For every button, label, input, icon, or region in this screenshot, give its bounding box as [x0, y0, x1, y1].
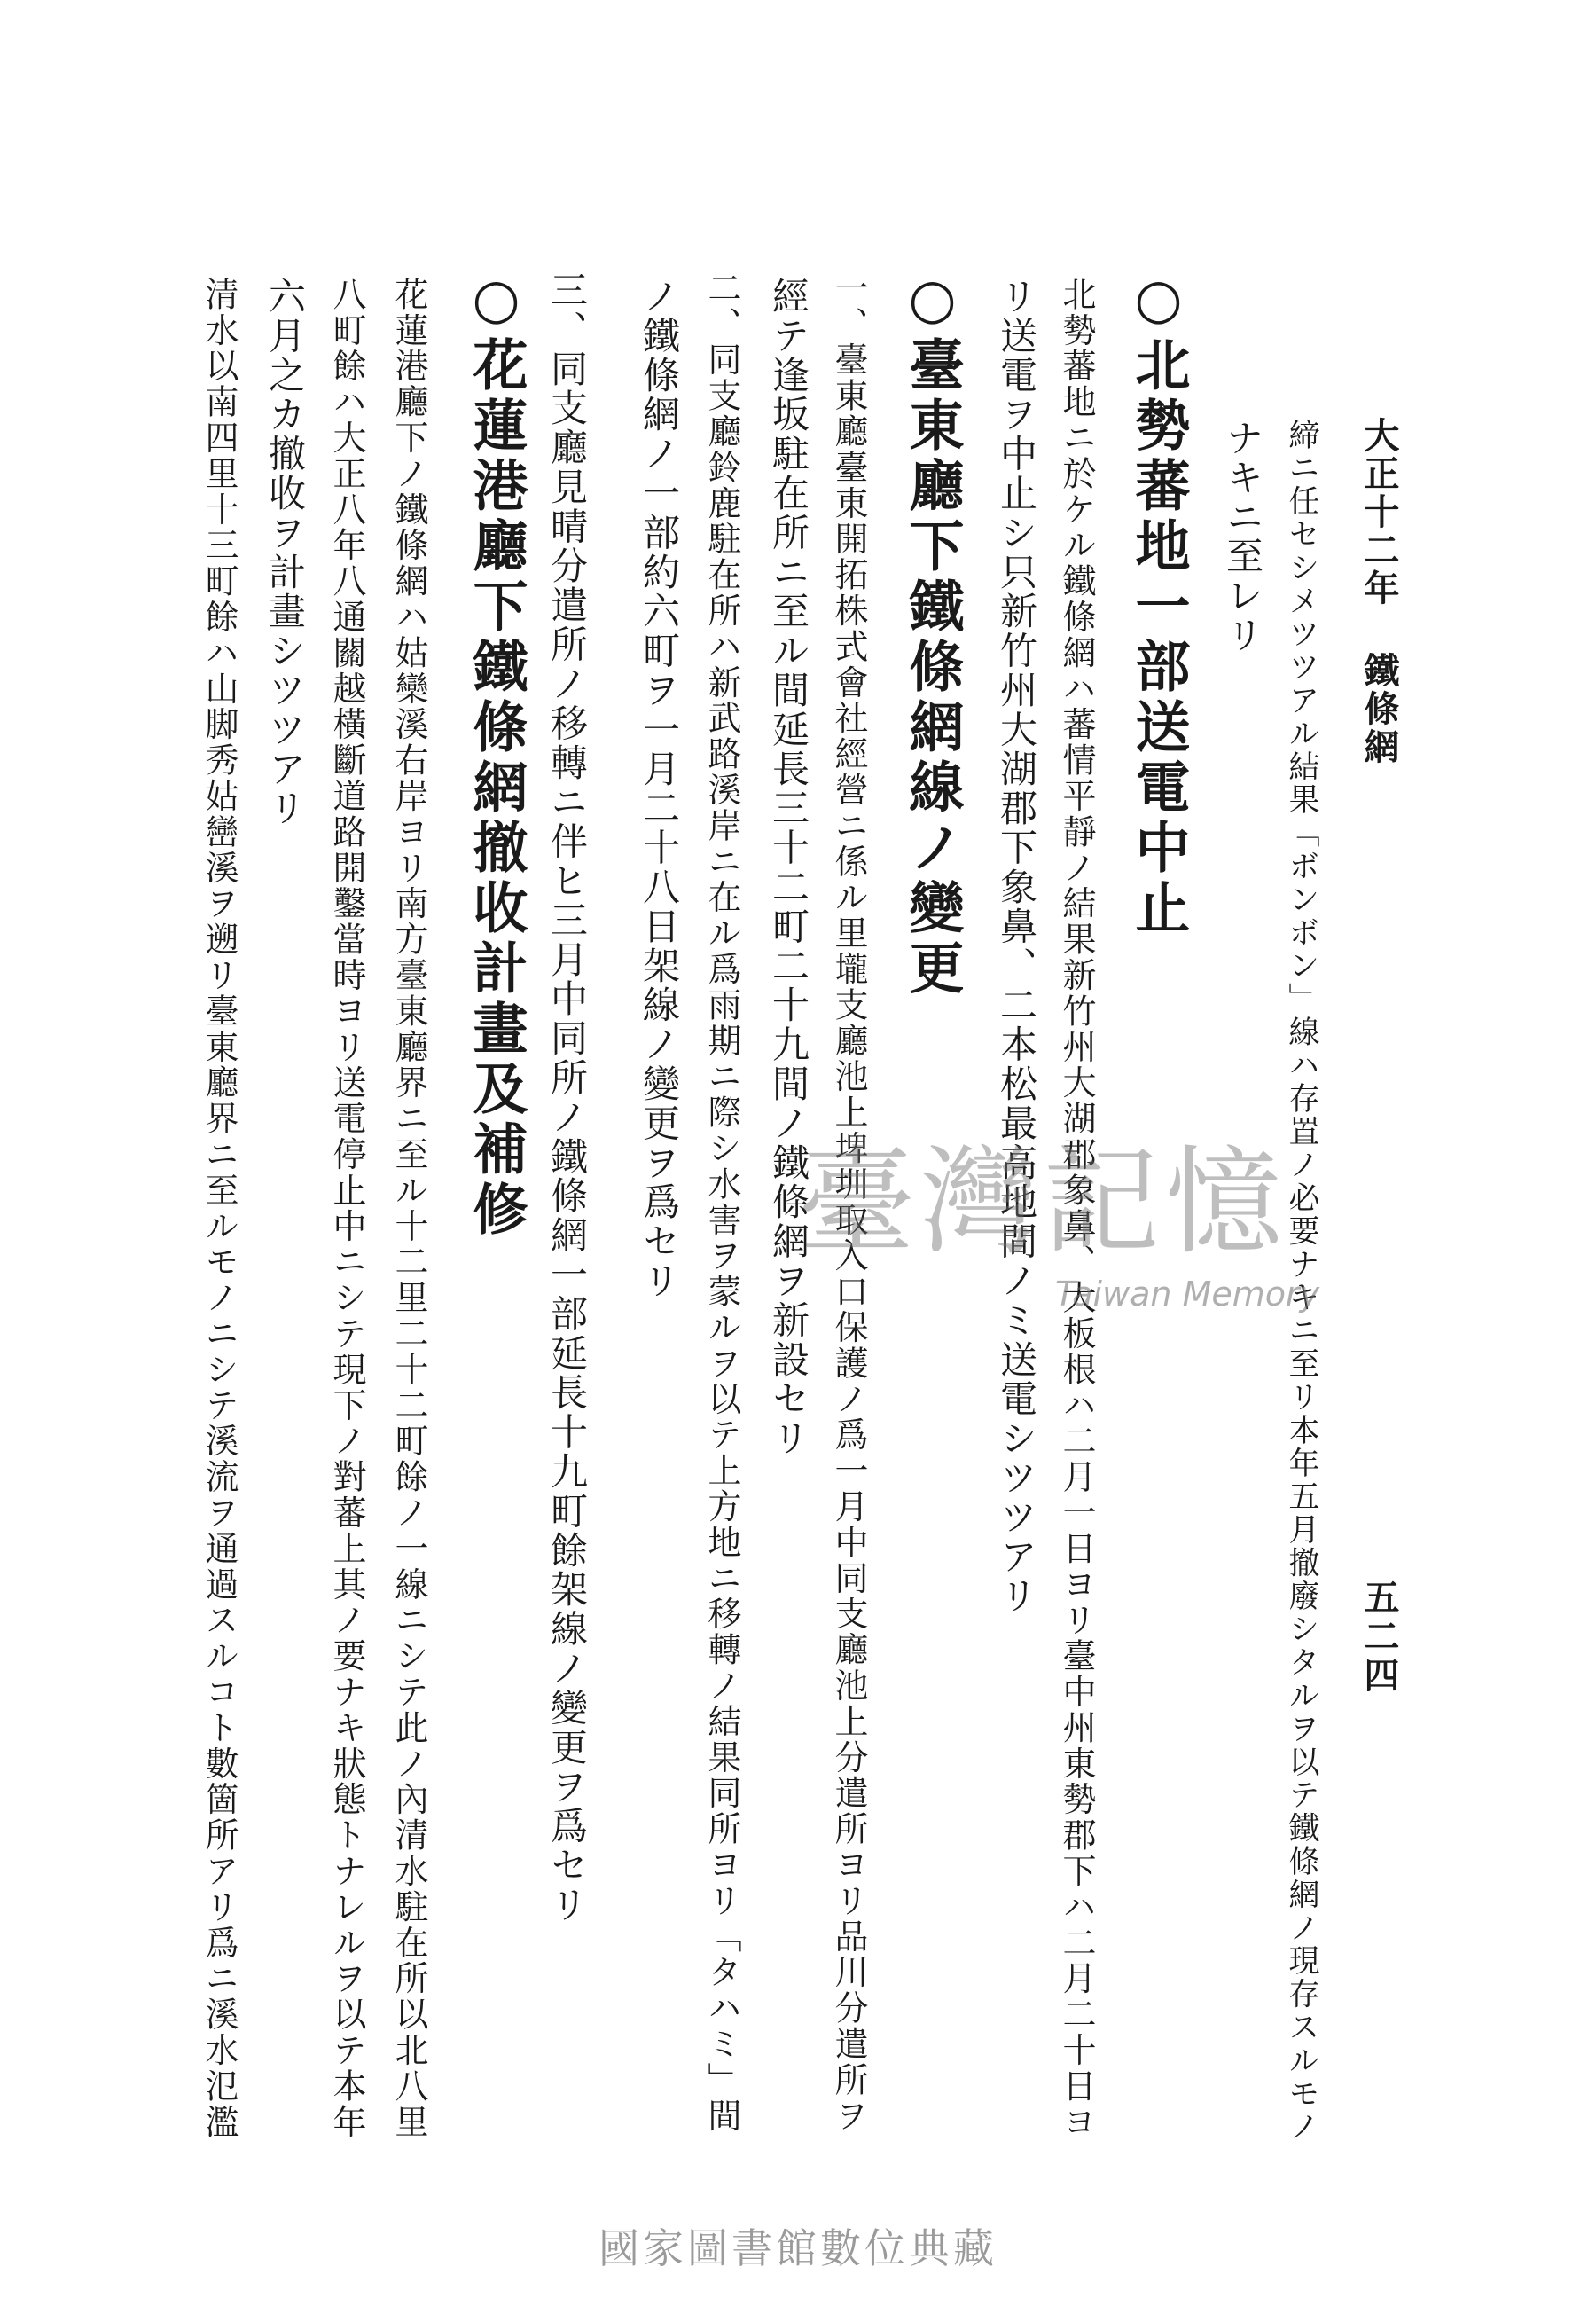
watermark-subtitle: Taiwan Memory [1055, 1275, 1320, 1314]
text-column: 花蓮港廳下ノ鐵條網ハ姑欒溪右岸ヨリ南方臺東廳界ニ至ル十二里二十二町餘ノ一線ニシテ此ノ內清水駐在所以北八里 [389, 277, 428, 2140]
text-column: 六月之カ撤收ヲ計畫シツツアリ [263, 277, 307, 828]
text-column: 締ニ任セシメツツアル結果「ボンボン」線ハ存置ノ必要ナキニ至リ本年五月撤廢シタルヲ以テ鐵條網ノ現存スルモノ [1284, 419, 1319, 2144]
text-column: 一、臺東廳臺東開拓株式會社經營ニ係ル里壠支廳池上埤圳取入口保護ノ爲一月中同支廳池上分遣所ヨリ品川分遣所ヲ [829, 271, 868, 2134]
text-column: 北勢蕃地ニ於ケル鐵條網ハ蕃情平靜ノ結果新竹州大湖郡象鼻、大板根ハ二月一日ヨリ臺中州東勢郡下ハ二月二十日ヨ [1057, 277, 1096, 2140]
footer-archive-label: 國家圖書館數位典藏 [598, 2224, 998, 2272]
text-column: 二、同支廳鈴鹿駐在所ハ新武路溪岸ニ在ル爲雨期ニ際シ水害ヲ蒙ルヲ以テ上方地ニ移轉ノ結果同所ヨリ「タハミ」間 [702, 271, 741, 2134]
text-column: 清水以南四里十三町餘ハ山脚秀姑巒溪ヲ遡リ臺東廳界ニ至ルモノニシテ溪流ヲ通過スルコト數箇所アリ爲ニ溪水氾濫 [200, 277, 239, 2140]
text-column: ノ鐵條網ノ一部約六町ヲ一月二十八日架線ノ變更ヲ爲セリ [638, 277, 681, 1301]
text-column: 三、同支廳見晴分遣所ノ移轉ニ伴ヒ三月中同所ノ鐵條網一部延長十九町餘架線ノ變更ヲ爲セリ [545, 271, 589, 1925]
text-column: ナキニ至レリ [1221, 419, 1264, 655]
text-column: リ送電ヲ中止シ只新竹州大湖郡下象鼻、二本松最高地間ノミ送電シツツアリ [995, 277, 1038, 1616]
watermark-logo: 臺灣記憶 [798, 1134, 1287, 1271]
page-number: 五二四 [1358, 1579, 1400, 1696]
text-column: 經テ逢坂駐在所ニ至ル間延長三十二町二十九間ノ鐵條網ヲ新設セリ [767, 277, 810, 1458]
section-heading-karenko: ○花蓮港廳下鐵條網撤收計畫及補修 [464, 266, 528, 1241]
running-title: 大正十二年 鐵條網 [1358, 417, 1400, 766]
section-heading-hokusei: ○北勢蕃地一部送電中止 [1126, 266, 1191, 939]
section-heading-taito: ○臺東廳下鐵條網線ノ變更 [900, 266, 965, 1000]
text-column: 八町餘ハ大正八年八通關越橫斷道路開鑿當時ヨリ送電停止中ニシテ現下ノ對蕃上其ノ要ナキ狀態トナレルヲ以テ本年 [327, 277, 366, 2140]
